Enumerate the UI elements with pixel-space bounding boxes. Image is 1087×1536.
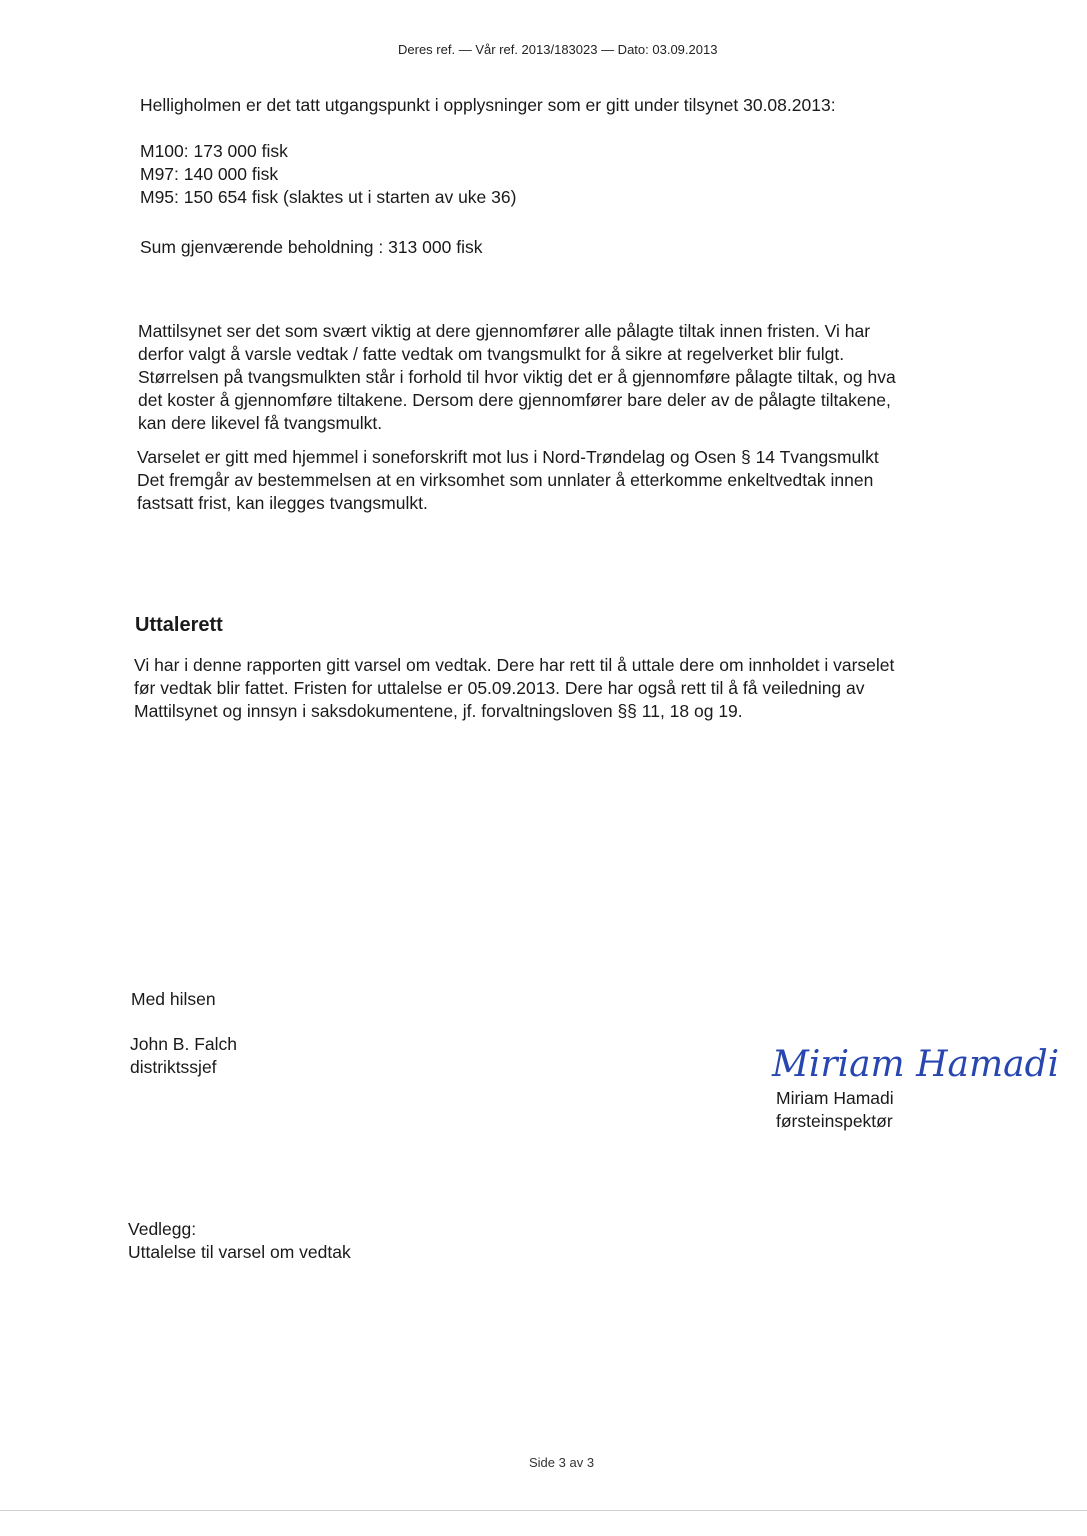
- stock-line-m95: M95: 150 654 fisk (slaktes ut i starten av uke 36): [140, 187, 517, 207]
- attachments-block: [128, 1218, 351, 1264]
- stock-sum: Sum gjenværende beholdning : 313 000 fisk: [140, 237, 483, 257]
- signer-block-1: [130, 1033, 237, 1079]
- paragraph2-line: fastsatt frist, kan ilegges tvangsmulkt.: [137, 493, 428, 513]
- stock-list: [140, 140, 516, 209]
- uttalerett-line: Vi har i denne rapporten gitt varsel om vedtak. Dere har rett til å uttale dere om innholdet i varselet: [134, 655, 895, 675]
- paragraph1-line: Mattilsynet ser det som svært viktig at dere gjennomfører alle pålagte tiltak innen fristen. Vi har: [138, 321, 871, 341]
- signer2-name: Miriam Hamadi: [776, 1088, 894, 1108]
- uttalerett-line: Mattilsynet og innsyn i saksdokumentene, jf. forvaltningsloven §§ 11, 18 og 19.: [134, 701, 743, 721]
- uttalerett-line: før vedtak blir fattet. Fristen for uttalelse er 05.09.2013. Dere har også rett til å få veiledning av: [134, 678, 865, 698]
- closing-greeting: Med hilsen: [131, 989, 216, 1009]
- signer1-title: distriktssjef: [130, 1057, 217, 1077]
- svg-text:Miriam Hamadi: Miriam Hamadi: [772, 1044, 1060, 1085]
- paragraph1-line: kan dere likevel få tvangsmulkt.: [138, 413, 383, 433]
- var-ref-date: — Vår ref. 2013/183023 — Dato: 03.09.2013: [458, 42, 718, 57]
- uttalerett-heading: Uttalerett: [135, 614, 223, 636]
- signer-block-2: [776, 1087, 894, 1133]
- page-bottom-rule: [0, 1510, 1087, 1511]
- attachment-item: Uttalelse til varsel om vedtak: [128, 1242, 351, 1262]
- paragraph2-line: Det fremgår av bestemmelsen at en virksomhet som unnlater å etterkomme enkeltvedtak innen: [137, 470, 874, 490]
- page-number: Side 3 av 3: [529, 1455, 595, 1470]
- deres-ref: Deres ref.: [398, 42, 456, 57]
- paragraph-tvangsmulkt: [138, 320, 896, 435]
- signer1-name: John B. Falch: [130, 1034, 237, 1054]
- stock-line-m97: M97: 140 000 fisk: [140, 164, 279, 184]
- handwritten-signature: [770, 1030, 1060, 1092]
- paragraph1-line: derfor valgt å varsle vedtak / fatte vedtak om tvangsmulkt for å sikre at regelverket blir fulgt.: [138, 344, 845, 364]
- paragraph2-line: Varselet er gitt med hjemmel i soneforskrift mot lus i Nord-Trøndelag og Osen § 14 Tvangsmulkt: [137, 447, 879, 467]
- uttalerett-paragraph: [134, 654, 894, 723]
- reference-header: [398, 42, 717, 57]
- stock-line-m100: M100: 173 000 fisk: [140, 141, 288, 161]
- signer2-title: førsteinspektør: [776, 1111, 893, 1131]
- paragraph1-line: Størrelsen på tvangsmulkten står i forhold til hvor viktig det er å gjennomføre pålagte tiltak, og hva: [138, 367, 896, 387]
- attachments-label: Vedlegg:: [128, 1219, 197, 1239]
- paragraph-hjemmel: [137, 446, 879, 515]
- intro-sentence: Helligholmen er det tatt utgangspunkt i opplysninger som er gitt under tilsynet 30.08.2013:: [140, 95, 836, 115]
- paragraph1-line: det koster å gjennomføre tiltakene. Dersom dere gjennomfører bare deler av de pålagte tiltakene,: [138, 390, 891, 410]
